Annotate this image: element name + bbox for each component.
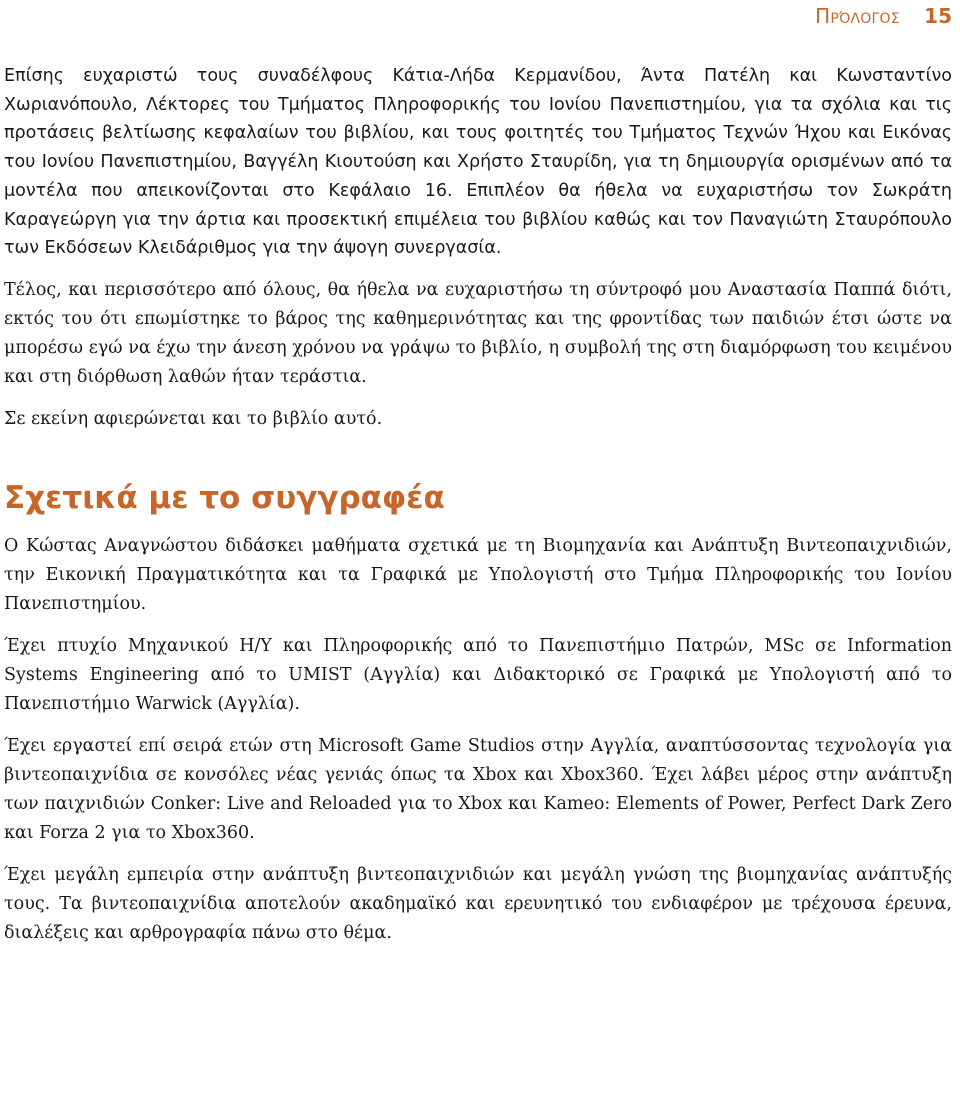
author-career-paragraph: Έχει εργαστεί επί σειρά ετών στη Microsoft Game Studios στην Αγγλία, αναπτύσσοντας τεχνολογία για βιντεοπαιχνίδια σε κονσόλες νέας γενιάς όπως τα Xbox και Xbox360. Έχει λάβει μέρος στην ανάπτυξη των παιχνιδιών Conker: Live and Reloaded για το Xbox και Kameo: Elements of Power, Perfect Dark Zero και Forza 2 για το Xbox360. xyxy=(4,735,952,843)
page-number: 15 xyxy=(924,4,952,28)
section-heading-about-author: Σχετικά με το συγγραφέα xyxy=(4,479,445,516)
author-education-paragraph: Έχει πτυχίο Μηχανικού Η/Υ και Πληροφορικής από το Πανεπιστήμιο Πατρών, MSc σε Information Systems Engineering από το UMIST (Αγγλία) και Διδακτορικό σε Γραφικά με Υπολογιστή από το Πανεπιστήμιο Warwick (Αγγλία). xyxy=(4,635,952,714)
dedication-line: Σε εκείνη αφιερώνεται και το βιβλίο αυτό. xyxy=(4,408,383,429)
author-bio-paragraph: Ο Κώστας Αναγνώστου διδάσκει μαθήματα σχετικά με τη Βιομηχανία και Ανάπτυξη Βιντεοπαιχνιδιών, την Εικονική Πραγματικότητα και τα Γραφικά με Υπολογιστή στο Τμήμα Πληροφορικής του Ιονίου Πανεπιστημίου. xyxy=(4,535,952,614)
dedication-paragraph: Τέλος, και περισσότερο από όλους, θα ήθελα να ευχαριστήσω τη σύντροφό μου Αναστασία Παππά διότι, εκτός του ότι επωμίστηκε το βάρος της καθημερινότητας και της φροντίδας των παιδιών έτσι ώστε να μπορέσω εγώ να έχω την άνεση χρόνου να γράψω το βιβλίο, η συμβολή της στη διαμόρφωση του κειμένου και στη διόρθωση λαθών ήταν τεράστια. xyxy=(4,279,952,387)
chapter-title: Πρόλογος xyxy=(815,4,900,28)
page-body xyxy=(4,62,952,961)
author-experience-paragraph: Έχει μεγάλη εμπειρία στην ανάπτυξη βιντεοπαιχνιδιών και μεγάλη γνώση της βιομηχανίας ανάπτυξής τους. Τα βιντεοπαιχνίδια αποτελούν ακαδημαϊκό και ερευνητικό του ενδιαφέρον με τρέχουσα έρευνα, διαλέξεις και αρθρογραφία πάνω στο θέμα. xyxy=(4,864,952,943)
acknowledgements-paragraph: Επίσης ευχαριστώ τους συναδέλφους Κάτια-Λήδα Κερμανίδου, Άντα Πατέλη και Κωνσταντίνο Χωριανόπουλο, Λέκτορες του Τμήματος Πληροφορικής του Ιονίου Πανεπιστημίου, για τα σχόλια και τις προτάσεις βελτίωσης κεφαλαίων του βιβλίου, και τους φοιτητές του Τμήματος Τεχνών Ήχου και Εικόνας του Ιονίου Πανεπιστημίου, Βαγγέλη Κιουτούση και Χρήστο Σταυρίδη, για τη δημιουργία ορισμένων από τα μοντέλα που απεικονίζονται στο Κεφάλαιο 16. Επιπλέον θα ήθελα να ευχαριστήσω τον Σωκράτη Καραγεώργη για την άρτια και προσεκτική επιμέλεια του βιβλίου καθώς και τον Παναγιώτη Σταυρόπουλο των Εκδόσεων Κλειδάριθμος για την άψογη συνεργασία. xyxy=(4,66,952,259)
running-header xyxy=(815,4,952,28)
